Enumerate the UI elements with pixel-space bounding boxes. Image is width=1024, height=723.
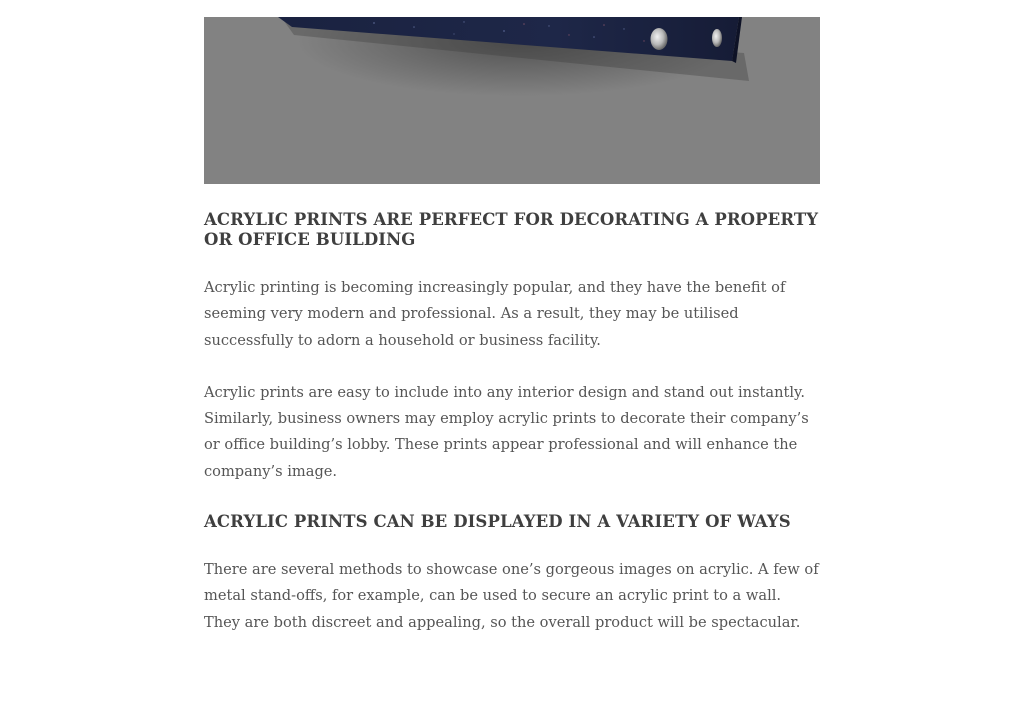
standoff-bolt-icon bbox=[651, 28, 668, 50]
paragraph: Acrylic prints are easy to include into any interior design and stand out instantly. Similarly, business owners may employ acrylic prints to decorate their company’s or office building’s lobby. These prints appear professional and will enhance the company’s image. bbox=[204, 383, 809, 480]
paragraph: There are several methods to showcase one’s gorgeous images on acrylic. A few of metal stand-offs, for example, can be used to secure an acrylic print to a wall. They are both discreet and appealing, so the overall product will be spectacular. bbox=[204, 561, 819, 631]
acrylic-print-photo bbox=[204, 17, 820, 184]
article bbox=[204, 0, 820, 636]
section-heading: ACRYLIC PRINTS ARE PERFECT FOR DECORATING A PROPERTY OR OFFICE BUILDING bbox=[204, 210, 819, 249]
standoff-bolt-icon bbox=[712, 29, 722, 47]
section-heading: ACRYLIC PRINTS CAN BE DISPLAYED IN A VARIETY OF WAYS bbox=[204, 512, 791, 532]
acrylic-panel-illustration bbox=[204, 17, 820, 184]
paragraph: Acrylic printing is becoming increasingly popular, and they have the benefit of seeming very modern and professional. As a result, they may be utilised successfully to adorn a household or business facility. bbox=[204, 279, 786, 349]
